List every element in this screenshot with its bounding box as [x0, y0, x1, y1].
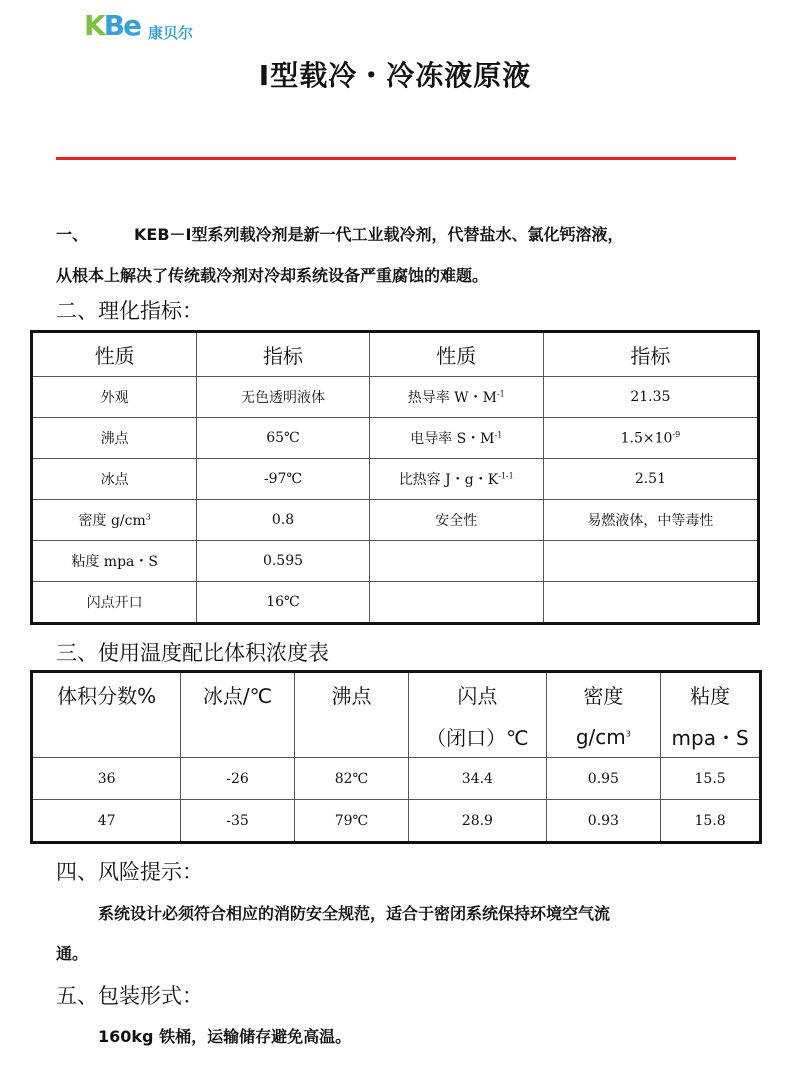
table-cell: 比热容 J・g・$K^{-1-1}$	[369, 459, 543, 500]
header-cell: 粘度	[661, 672, 761, 717]
header-cell: 性质	[32, 332, 197, 377]
header-cell: 闪点	[409, 672, 546, 717]
table-cell: 2.51	[543, 459, 758, 500]
section1-line2: 从根本上解决了传统载冷剂对冷却系统设备严重腐蚀的难题。	[56, 266, 489, 285]
table-row	[32, 459, 759, 500]
header-cell: 体积分数%	[32, 672, 181, 717]
concentration-table	[30, 670, 762, 844]
logo-mark: KBe	[84, 9, 141, 42]
table-row	[32, 582, 759, 624]
header-cell	[32, 716, 181, 758]
table-cell: 冰点	[32, 459, 197, 500]
header-cell: 指标	[197, 332, 369, 377]
table-cell	[543, 541, 758, 582]
properties-table	[30, 330, 760, 625]
header-cell: 沸点	[294, 672, 408, 717]
table-cell: 79℃	[294, 800, 408, 843]
table-subheader-row	[32, 716, 761, 758]
table-cell: 闪点开口	[32, 582, 197, 624]
company-logo	[84, 8, 224, 48]
table-row	[32, 758, 761, 800]
table-cell: -97℃	[197, 459, 369, 500]
table-cell: 16℃	[197, 582, 369, 624]
table-cell: 0.8	[197, 500, 369, 541]
section1-line1: KEB－I型系列载冷剂是新一代工业载冷剂，代替盐水、氯化钙溶液，	[134, 225, 624, 244]
table-cell: 47	[32, 800, 181, 843]
header-cell	[181, 716, 294, 758]
table-cell: 易燃液体，中等毒性	[543, 500, 758, 541]
table-row	[32, 800, 761, 843]
table-cell: 0.595	[197, 541, 369, 582]
table-cell: 外观	[32, 377, 197, 418]
section4-line2: 通。	[56, 944, 89, 963]
table-cell: 15.5	[661, 758, 761, 800]
table-cell: $1.5\times 10^{-9}$	[543, 418, 758, 459]
table-row	[32, 541, 759, 582]
table-cell: 34.4	[409, 758, 546, 800]
section3-heading: 三、使用温度配比体积浓度表	[56, 641, 329, 665]
section5-line1: 160kg 铁桶，运输储存避免高温。	[98, 1027, 352, 1046]
table-cell: 无色透明液体	[197, 377, 369, 418]
table-cell	[369, 582, 543, 624]
header-cell	[294, 716, 408, 758]
table-cell: 密度 $g/cm^3$	[32, 500, 197, 541]
table-cell: 粘度 mpa・S	[32, 541, 197, 582]
section4-line1: 系统设计必须符合相应的消防安全规范，适合于密闭系统保持环境空气流	[98, 904, 611, 923]
page-title: I型载冷・冷冻液原液	[258, 59, 532, 92]
table-header-row	[32, 672, 761, 717]
table-cell: 热导率 W・$M^{-1}$	[369, 377, 543, 418]
table-row	[32, 500, 759, 541]
table-header-row	[32, 332, 759, 377]
section2-heading: 二、理化指标：	[56, 299, 203, 323]
table-cell: 0.95	[546, 758, 661, 800]
header-cell: 性质	[369, 332, 543, 377]
section5-heading: 五、包装形式：	[56, 984, 203, 1008]
header-cell: mpa・S	[661, 716, 761, 758]
section4-heading: 四、风险提示：	[56, 860, 203, 884]
table-cell: 82℃	[294, 758, 408, 800]
table-cell: 28.9	[409, 800, 546, 843]
table-cell: 15.8	[661, 800, 761, 843]
header-cell: （闭口）℃	[409, 716, 546, 758]
section1-label: 一、	[56, 225, 89, 244]
header-cell: 指标	[543, 332, 758, 377]
header-cell: 冰点/℃	[181, 672, 294, 717]
table-cell: 0.93	[546, 800, 661, 843]
table-cell	[543, 582, 758, 624]
table-cell: 36	[32, 758, 181, 800]
table-row	[32, 377, 759, 418]
logo-name: 康贝尔	[148, 24, 194, 42]
table-cell: -35	[181, 800, 294, 843]
table-cell: 安全性	[369, 500, 543, 541]
header-cell: $g/cm^3$	[546, 716, 661, 758]
table-cell: 21.35	[543, 377, 758, 418]
header-cell: 密度	[546, 672, 661, 717]
table-cell: 65℃	[197, 418, 369, 459]
table-cell: -26	[181, 758, 294, 800]
table-cell: 电导率 S・$M^{-1}$	[369, 418, 543, 459]
table-cell: 沸点	[32, 418, 197, 459]
title-divider	[56, 157, 736, 160]
table-row	[32, 418, 759, 459]
table-cell	[369, 541, 543, 582]
